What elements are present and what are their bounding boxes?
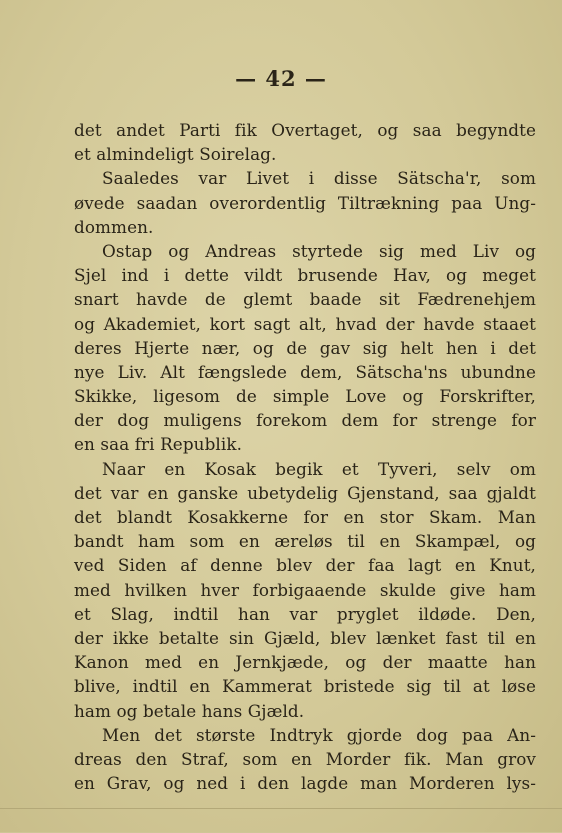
text-line: Kanon med en Jernkjæde, og der maatte han [74,652,536,673]
text-line: dreas den Straf, som en Morder fik. Man grov [74,748,536,769]
text-line: Naar en Kosak begik et Tyveri, selv om [102,458,536,479]
page-edge [0,808,562,833]
body-text [74,118,536,795]
text-line: et almindeligt Soirelag. [74,144,277,165]
text-line: snart havde de glemt baade sit Fædrenehjem [74,289,536,310]
text-line: og Akademiet, kort sagt alt, hvad der havde staaet [74,313,536,334]
text-line: der dog muligens forekom dem for strenge for [74,410,536,431]
text-line: det var en ganske ubetydelig Gjenstand, saa gjaldt [74,482,536,503]
text-line: med hvilken hver forbigaaende skulde give ham [74,579,536,600]
text-line: der ikke betalte sin Gjæld, blev lænket fast til en [74,627,536,648]
page-number: — 42 — [235,66,327,91]
text-line: dommen. [74,216,154,237]
text-line: en saa fri Republik. [74,434,243,455]
text-line: det blandt Kosakkerne for en stor Skam. Man [74,507,536,527]
text-line: ved Siden af denne blev der faa lagt en Knut, [74,555,536,576]
text-line: det andet Parti fik Overtaget, og saa begyndte [74,120,536,140]
text-line: et Slag, indtil han var pryglet ildøde. Den, [74,603,536,624]
text-line: nye Liv. Alt fængslede dem, Sätscha'ns ubundne [74,361,536,382]
text-line: ham og betale hans Gjæld. [74,700,305,721]
text-line: øvede saadan overordentlig Tiltrækning paa Ung- [74,192,536,213]
text-line: Saaledes var Livet i disse Sätscha'r, som [102,168,536,189]
text-line: en Grav, og ned i den lagde man Morderen lys- [74,773,536,794]
text-line: Ostap og Andreas styrtede sig med Liv og [102,240,536,261]
text-line: Men det største Indtryk gjorde dog paa An- [102,724,536,745]
text-line: deres Hjerte nær, og de gav sig helt hen i det [74,337,536,358]
text-line: bandt ham som en æreløs til en Skampæl, og [74,531,536,552]
text-line: blive, indtil en Kammerat bristede sig til at løse [74,676,536,697]
text-line: Sjel ind i dette vildt brusende Hav, og meget [74,265,536,286]
text-line: Skikke, ligesom de simple Love og Forskrifter, [74,386,536,407]
